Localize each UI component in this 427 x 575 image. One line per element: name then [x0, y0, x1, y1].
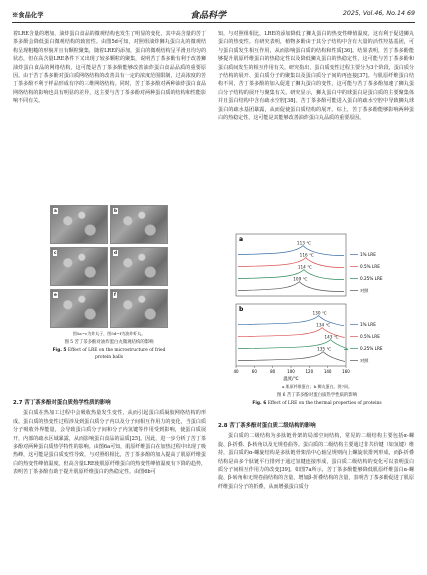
section-2-7-body: 蛋白质在热加工过程中会吸收热量发生变性，从而引起蛋白质凝胶网络结构的形成。蛋白质的热变性过程涉及到蛋白质分子内以及分子间相互作用力的变化，当蛋白质分子吸收外界能量，会导致蛋白质分子间和分子内氢键等作用受到影响，使蛋白质展开，内部的疏水区域暴露，从而影响蛋白食品的品质[25]。因此，进一步分析了苦丁茶多酚对两种蛋白质热学特性的影响。由图6a可知，肌原纤维蛋白在加热过程中出现了吸热峰，这可能是蛋白质变性导致，与对照组相比，苦丁茶多酚的加入提高了肌原纤维蛋白的热变性峰值温度。但高含量LRE使肌原纤维蛋白的热变性峰值温度有下降的趋势，表明苦丁茶多酚有助于提升肌原纤维蛋白的热稳定性。由图6b可	[13, 410, 206, 476]
dsc-curve-b-3	[238, 352, 345, 362]
series-label: 0.25% LRE	[360, 346, 383, 352]
x-tick-label: 160	[342, 369, 350, 374]
figure-5	[50, 205, 168, 361]
series-label: 0.5% LRE	[360, 334, 380, 340]
x-tick-label: 40	[233, 369, 239, 374]
sem-panel-a: a	[50, 205, 108, 244]
figure-5-label: Fig. 5	[52, 348, 67, 353]
paragraph: 着LRE含量的增加，油炸蛋白食品的微观结构也发生了明显的变化，其中高含量的苦丁茶多酚会降低蛋白微观结构的致密性。由图5d可知，对照组油炸狮丸蛋白丸的微观结构呈现粗糙的形貌并且有颗粒聚集，随着LRE的添加，蛋白的微观结构呈平滑且均匀的状态，但在高含量LRE条件下又出现了较多颗粒的聚集，说明苦丁茶多酚有利于改善狮油炸蛋白食品的网络结构，这可能是苦丁茶多酚能够改善油炸蛋白食品品质的重要原因。由于苦丁茶多酚对蛋白质网络结构的改善具有一定的浓度范围限制，过高浓度的苦丁茶多酚不利于样品形成有序的三维网络结构。同时，苦丁茶多酚对两种油炸蛋白食品网络结构的影响也具有明显的差异，这主要与苦丁茶多酚对两种蛋白质的结构和性能影响不同有关。	[13, 31, 206, 105]
dsc-curve-a-2	[238, 270, 344, 280]
dsc-curve-a-3	[238, 282, 344, 292]
x-tick-label: 100	[287, 369, 295, 374]
x-axis-label: 温度/℃	[283, 377, 299, 382]
series-label: 0.5% LRE	[360, 264, 380, 270]
series-label: 对照	[360, 358, 369, 364]
peak-label: 116 ℃	[299, 252, 314, 258]
issue-info: 2025, Vol.46, No.14 69	[342, 10, 415, 17]
plot-frame	[236, 234, 346, 296]
dsc-chart	[222, 232, 412, 382]
peak-label: 113 ℃	[296, 240, 311, 246]
dsc-curve-b-2	[238, 340, 348, 350]
paragraph: 知，与对照组相比，LRE的添加降低了狮丸蛋白的热变性峰值温度，这有利于促进狮丸蛋白的热变性。有研究表明，植物多酚由于其分子结构中含有大量的活性羟基基团，可与蛋白质发生相互作用，从而影响蛋白质的结构和性质[36]。结果表明，苦丁茶多酚能够提升肌原纤维蛋白的热稳定性以及降低狮丸蛋白的热稳定性，这可能与苦丁茶多酚和蛋白质间发生的相互作用有关。研究指出，蛋白质变性过程主要分为3个阶段，蛋白质分子结构的展开、蛋白质分子的聚集以及蛋白质分子间的再连接[37]。与肌原纤维蛋白结构不同，苦丁茶多酚的加入促进了狮丸蛋白的变性，这可能与苦丁茶多酚加速了狮丸蛋白分子结构的展开与聚集有关。研究显示，狮丸蛋白中的球蛋白是蛋白质的主要聚集体并且蛋白结构中含有疏水空腔[38]。苦丁茶多酚可能进入蛋白的疏水空腔中导致狮丸球蛋白的疏水基团暴露，从而促使蛋白质结构的展开。综上，苦丁茶多酚能够影响两种蛋白的热稳定性，这可能是其能够改善油炸蛋白丸品质的重要原因。	[218, 31, 414, 122]
section-2-7-title: 2.7 苦丁茶多酚对蛋白质热学性质的影响	[13, 400, 111, 406]
sem-panel-f: f	[110, 289, 168, 328]
figure-6-label: Fig. 6	[252, 401, 267, 406]
peak-label: 143 ℃	[324, 334, 339, 340]
left-column-bottom	[13, 396, 206, 477]
page-header	[12, 8, 415, 20]
series-label: 对照	[360, 288, 369, 294]
panel-label: a	[239, 236, 244, 243]
section-2-8-body: 蛋白质的二级结构为多肽链骨架的局部空间结构，常见的二级结构主要包括α-螺旋、β-折叠、β-转角以及无规卷曲等。蛋白质的二级结构主要通过非共价键（如氢键）维持，蛋白质的α-螺旋结构是多肽链骨架沿中心轴呈规则向上螺旋状排列形成，而β-折叠结构是由多个肽链平行排列于通过氢键连接形成，蛋白质二级结构的变化可以表明蛋白质分子间相互作用力的改变[39]。如图7a所示，苦丁茶多酚能够降低肌原纤维蛋白α-螺旋、β-转角和无规卷曲结构的含量，增加β-折叠结构的含量，表明苦丁茶多酚促进了肌原纤维蛋白分子的折叠，从而增强蛋白质分	[218, 433, 414, 490]
panel-label: b	[239, 306, 244, 313]
figure-5-caption-en	[50, 348, 168, 361]
x-tick-label: 80	[270, 369, 276, 374]
sem-grid	[50, 205, 168, 328]
x-tick-label: 120	[305, 369, 314, 374]
x-tick-label: 140	[323, 369, 332, 374]
journal-name: 食品科学	[190, 11, 227, 21]
figure-6-caption-cn: 图 6 苦丁茶多酚对蛋白质热学性质的影响	[276, 392, 358, 398]
sem-panel-e: e	[50, 289, 108, 328]
figure-5-caption-en-text: Effect of LRE on the microstructure of fried protein balls	[67, 348, 166, 360]
figure-6-legend: a.肌原纤维蛋白；b.狮丸蛋白。图7同。	[281, 384, 353, 389]
sem-panel-d: d	[110, 247, 168, 286]
right-column-bottom	[218, 419, 414, 491]
series-label: 1% LRE	[360, 322, 376, 328]
sem-panel-b: b	[110, 205, 168, 244]
right-column-top	[218, 30, 414, 122]
peak-label: 130 ℃	[312, 310, 327, 316]
dsc-curve-a-0	[238, 246, 344, 256]
figure-6	[222, 232, 412, 408]
section-2-8-title: 2.8 苦丁茶多酚对蛋白质二级结构的影响	[218, 423, 316, 429]
peak-label: 109 ℃	[293, 276, 308, 282]
x-tick-label: 60	[251, 369, 257, 374]
header-rule	[12, 22, 415, 23]
peak-label: 135 ℃	[317, 346, 332, 352]
figure-6-caption-en	[222, 401, 412, 408]
sem-panel-c: c	[50, 247, 108, 286]
figure-5-caption-cn: 图 5 苦丁茶多酚对油炸蛋白丸微观结构的影响	[64, 339, 154, 345]
peak-label: 134 ℃	[316, 322, 331, 328]
dsc-curve-a-1	[238, 258, 344, 268]
figure-6-caption-en-text: Effect of LRE on the thermal properties of proteins	[267, 401, 382, 406]
series-label: 0.25% LRE	[360, 276, 383, 282]
series-label: 1% LRE	[360, 252, 376, 258]
left-column-top	[13, 30, 206, 106]
journal-section: ※食品化学	[12, 12, 44, 19]
figure-5-note: 图5a~c为炸丸子，图5d~f为油炸虾丸。	[72, 331, 146, 336]
peak-label: 114 ℃	[297, 264, 312, 270]
